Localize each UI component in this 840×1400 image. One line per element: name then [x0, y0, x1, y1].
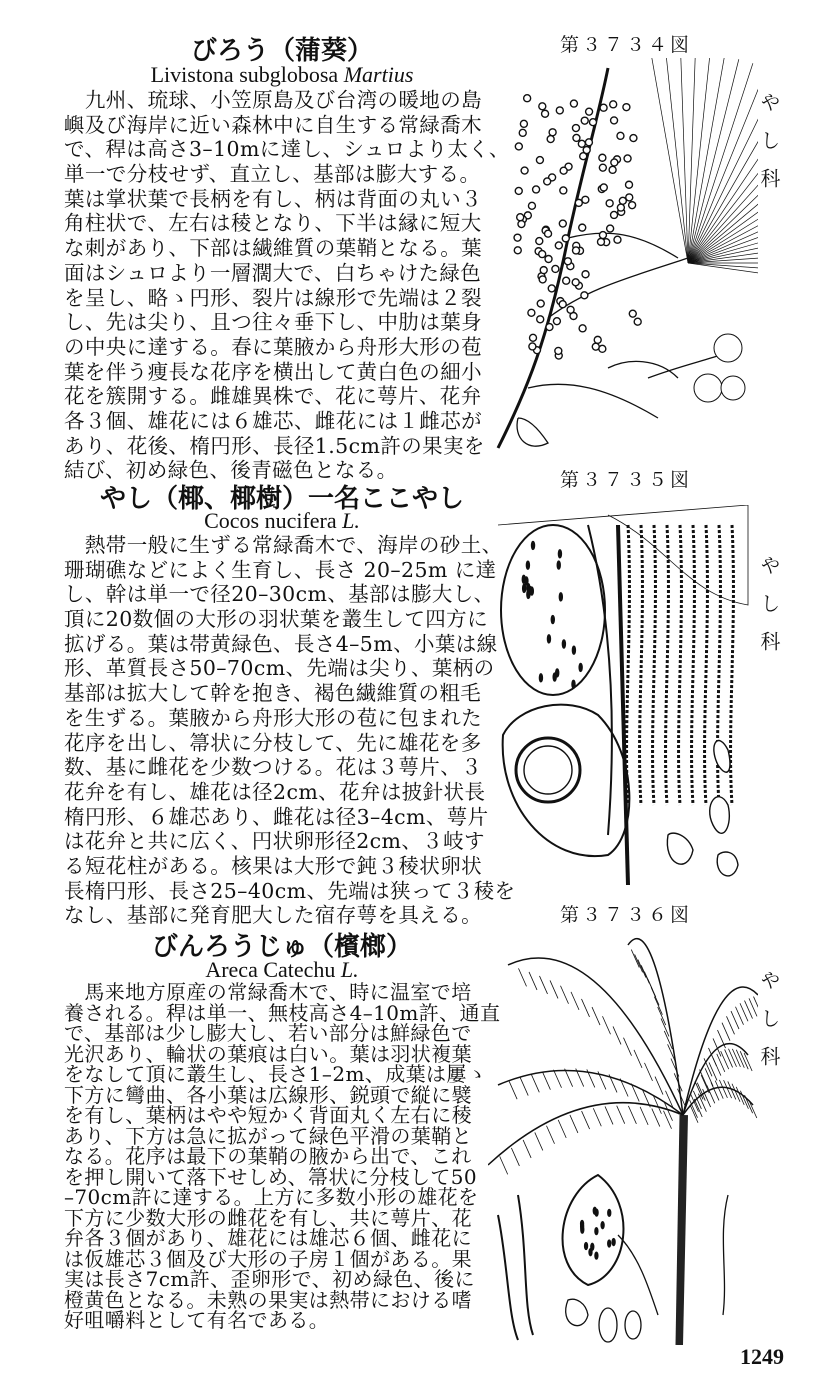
entry-body-yashi	[64, 533, 516, 928]
family-label: やし科	[757, 92, 781, 206]
illustration-cocos	[488, 505, 758, 890]
body-line: 楕円形、６雄芯あり、雌花は径3–4cm、萼片	[64, 804, 489, 829]
family-label: やし科	[757, 555, 781, 669]
entry-latin-biro	[62, 62, 502, 88]
family-label: やし科	[757, 970, 781, 1084]
body-line: なし、基部に発育肥大した宿存萼を具える。	[64, 903, 482, 928]
body-line: あり、花後、楕円形、長径1.5cm許の果実を	[64, 433, 485, 458]
body-line: 角柱状で、左右は稜となり、下半は縁に短大	[64, 211, 482, 236]
body-line: し、幹は単一で径20–30cm、基部は膨大し、	[64, 582, 495, 607]
illustration-livistona	[488, 58, 758, 458]
body-line: 長楕円形、長さ25–40cm、先端は狭って３稜を	[64, 878, 516, 903]
entry-body-binrouju	[64, 982, 504, 1331]
illustration-areca	[488, 935, 758, 1345]
body-line: なる。花序は最下の葉鞘の腋から出で、これ	[64, 1144, 472, 1168]
body-line: で、稈は高さ3–10mに達し、シュロより太く、	[64, 137, 510, 162]
latin-author: Martius	[343, 62, 414, 87]
body-line: 数、基に雌花を少数つける。花は３萼片、３	[64, 755, 482, 780]
entry-title-biro: びろう（蒲葵）	[190, 36, 373, 66]
entry-body-biro	[64, 88, 510, 483]
body-line: 形、革質長さ50–70cm、先端は尖り、葉柄の	[64, 656, 495, 681]
body-line: 頂に20数個の大形の羽状葉を叢生して四方に	[64, 607, 488, 632]
body-line: 単一で分枝せず、直立し、基部は膨大する。	[64, 162, 481, 187]
body-line: を呈し、略ゝ円形、裂片は線形で先端は２裂	[64, 285, 482, 310]
body-line: 馬来地方原産の常緑喬木で、時に温室で培	[64, 980, 472, 1004]
body-line: を押し開いて落下せしめ、箒状に分枝して50	[64, 1164, 478, 1189]
latin-name: Cocos nucifera	[204, 508, 337, 533]
body-line: 拡げる。葉は帯黄緑色、長さ4–5m、小葉は線	[64, 631, 498, 656]
body-line: 面はシュロより一層濶大で、白ちゃけた緑色	[64, 260, 482, 285]
body-line: 熱帯一般に生ずる常緑喬木で、海岸の砂土、	[64, 533, 503, 557]
body-line: 花弁を有し、雄花は径2cm、花弁は披針状長	[64, 779, 486, 804]
body-line: 葉を伴う痩長な花序を横出して黄白色の細小	[64, 359, 482, 384]
body-line: 花を簇開する。雌雄異株で、花に萼片、花弁	[64, 384, 482, 409]
latin-author: L.	[342, 508, 360, 533]
body-line: 嶼及び海岸に近い森林中に自生する常緑喬木	[64, 112, 482, 137]
body-line: 養される。稈は単一、無枝高さ4–10m許、通直	[64, 1000, 501, 1025]
body-line: 好咀嚼料として有名である。	[64, 1308, 330, 1332]
body-line: で、基部は少し膨大し、若い部分は鮮緑色で	[64, 1021, 472, 1045]
entry-latin-yashi	[62, 508, 502, 534]
body-line: 実は長さ7cm許、歪卵形で、初め緑色、後に	[64, 1267, 475, 1291]
figure-caption: 第３７３５図	[560, 469, 693, 491]
body-line: 葉は掌状葉で長柄を有し、柄は背面の丸い３	[64, 186, 482, 211]
body-line: 花序を出し、箒状に分枝して、先に雄花を多	[64, 730, 482, 755]
body-line: は仮雄芯３個及び大形の子房１個がある。果	[64, 1246, 472, 1271]
body-line: 基部は拡大して幹を抱き、褐色繊維質の粗毛	[64, 681, 482, 706]
entry-title-yashi: やし（椰、椰樹）一名ここやし	[99, 484, 464, 514]
body-line: を有し、葉柄はやや短かく背面丸く左右に稜	[64, 1103, 472, 1127]
body-line: 各３個、雄花には６雄芯、雌花には１雌芯が	[64, 408, 482, 433]
body-line: 珊瑚礁などによく生育し、長さ 20–25m に達	[64, 557, 497, 582]
body-line: な刺があり、下部は繊維質の葉鞘となる。葉	[64, 236, 482, 261]
body-line: 下方に彎曲、各小葉は広線形、鋭頭で縦に襞	[64, 1082, 472, 1107]
figure-caption: 第３７３４図	[560, 34, 693, 56]
page-number: 1249	[740, 1344, 784, 1369]
body-line: る短花柱がある。核果は大形で鈍３稜状卵状	[64, 853, 482, 878]
body-line: 九州、琉球、小笠原島及び台湾の暖地の島	[64, 88, 482, 112]
body-line: の中央に達する。春に葉腋から舟形大形の苞	[64, 334, 482, 359]
body-line: 橙黄色となる。未熟の果実は熱帯における嗜	[64, 1287, 472, 1312]
body-line: 弁各３個があり、雄花には雄芯６個、雌花に	[64, 1226, 472, 1250]
body-line: 光沢あり、輪状の葉痕は白い。葉は羽状複葉	[64, 1041, 472, 1066]
body-line: し、先は尖り、且つ往々垂下し、中肋は葉身	[64, 310, 482, 335]
body-line: –70cm許に達する。上方に多数小形の雄花を	[64, 1185, 479, 1209]
body-line: 結び、初め緑色、後青磁色となる。	[64, 458, 398, 483]
body-line: は花弁と共に広く、円状卵形径2cm、３岐す	[64, 829, 485, 854]
latin-name: Livistona subglobosa	[150, 62, 339, 87]
entry-title-binrouju: びんろうじゅ（檳榔）	[151, 932, 412, 962]
latin-author: L.	[340, 957, 359, 982]
figure-caption: 第３７３６図	[560, 904, 693, 926]
body-line: 下方に少数大形の雌花を有し、共に萼片、花	[64, 1205, 472, 1230]
body-line: を生ずる。葉腋から舟形大形の苞に包まれた	[64, 705, 482, 730]
body-line: をなして頂に叢生し、長さ1–2m、成葉は屢ゝ	[64, 1062, 488, 1086]
latin-name: Areca Catechu	[205, 957, 336, 982]
body-line: あり、下方は急に拡がって緑色平滑の葉鞘と	[64, 1123, 472, 1148]
